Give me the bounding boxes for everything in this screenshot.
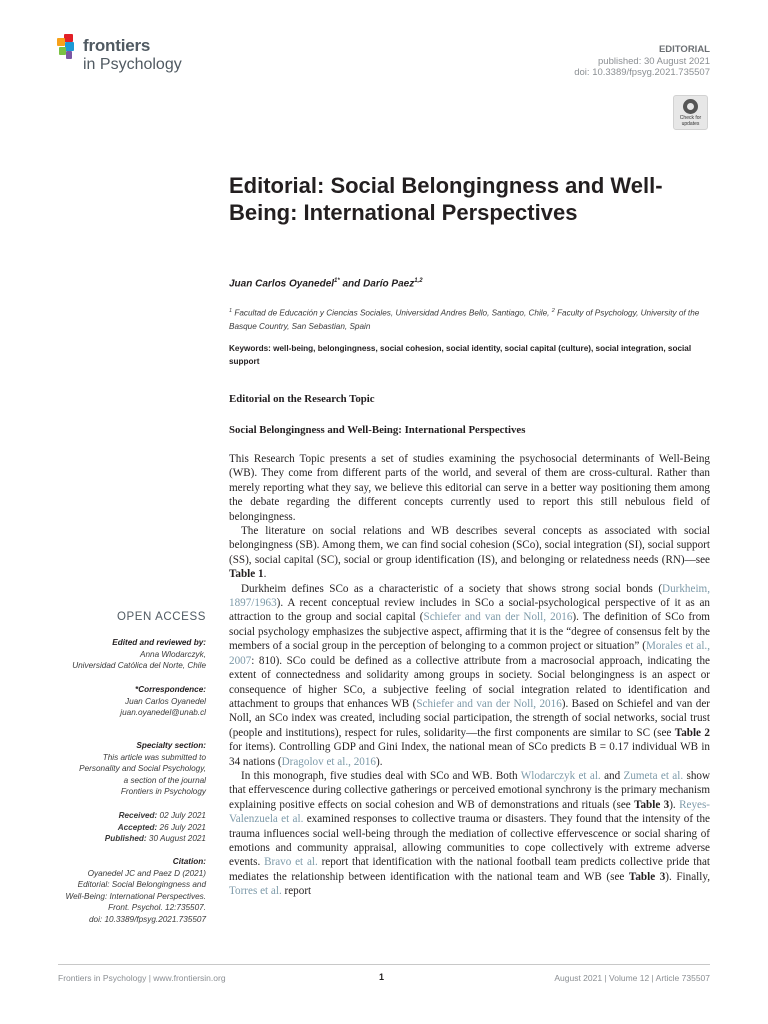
check-for-updates-button[interactable] [673,95,708,130]
open-access-label: OPEN ACCESS [116,611,206,623]
paragraph-4: In this monograph, five studies deal with SCo and WB. Both Wlodarczyk et al. and Zumeta et al. show that effervescence during collective gatherings or perceived emotional synchrony is the primary mechanism explaining positive effects on social cohesion and WB of demonstrations and rituals (see Table 3). Reyes-Valenzuela et al. examined responses to collective trauma or disasters. They found that the intensity of the trauma influences social well-being through the mediation of collective effervescence or social sharing of emotions and community appraisal, allowing communities to cope collectively with extreme adverse events. Bravo et al. report that identification with the national football team predicts collective pride that mediates the relationship between identification with the national team and WB (see Table 3). Finally, Torres et al. report [229,769,711,898]
citation-link[interactable]: Bravo et al. [264,856,318,869]
citation-link[interactable]: Dragolov et al., 2016 [281,755,376,768]
logo-journal-text: in Psychology [83,56,182,73]
received-date: Received: 02 July 2021 [118,811,206,820]
edited-by-label: Edited and reviewed by: [112,638,206,647]
footer-divider [58,964,710,965]
published-date: published: 30 August 2021 [598,55,710,67]
author-1-affiliation-marker: 1* [334,278,340,284]
article-title: Editorial: Social Belongingness and Well-Being: International Perspectives [229,173,663,225]
citation-link[interactable]: Morales et al., 2007 [229,640,710,667]
accepted-date: Accepted: 26 July 2021 [117,822,206,832]
table-2-link[interactable]: Table 2 [674,726,710,739]
citation-doi[interactable]: doi: 10.3389/fpsyg.2021.735507 [89,914,206,924]
frontiers-logo-icon [57,34,79,60]
table-3-link[interactable]: Table 3 [628,870,666,883]
section-heading-topic-title[interactable]: Social Belongingness and Well-Being: International Perspectives [229,424,526,436]
check-for-updates-icon [683,99,698,114]
check-for-updates-label: Check for updates [679,115,702,127]
citation-link[interactable]: Durkheim, 1897/1963 [229,582,710,610]
page-number: 1 [379,972,385,982]
correspondence-label: *Correspondence: [135,685,206,694]
footer-issue-info: August 2021 | Volume 12 | Article 735507 [554,973,710,983]
paragraph-3: Durkheim defines SCo as a characteristic of a society that shows strong social bonds (Durkheim, 1897/1963). A recent conceptual review includes in SCo a social-psychological perspective of it as an attraction to the group and social capital (Schiefer and van der Noll, 2016). The definition of SCo from social psychology emphasizes the subjective aspect, affirming that it is the “degree of consensus felt by the members of a social group in the perception of belonging to a common project or situation” (Morales et al., 2007: 810). SCo could be defined as a collective attribute from a macrosocial approach, indicating the extent of connectedness and solidarity among groups in society. Social belongingness is an aspect or consequence of higher SCo, a subjective feeling of social integration related to identification and attachment to groups that enhances WB (Schiefer and van der Noll, 2016). Based on Schiefel and van der Noll, an SCo index was created, including social participation, the strength of social networks, social trust (people and institutions), respect for rules, solidarity—the first components are similar to SC (see Table 2 for items). Controlling GDP and Gini Index, the national mean of SCo predicts B = 0.17 individual WB in 34 nations (Dragolov et al., 2016). [229,582,711,768]
footer-journal-link[interactable]: Frontiers in Psychology | www.frontiersin.org [58,973,226,983]
citation-link[interactable]: Zumeta et al. [623,769,684,782]
keywords-list: well-being, belongingness, social cohesion, social identity, social capital (culture), social integration, social support [229,344,692,366]
article-doi: doi: 10.3389/fpsyg.2021.735507 [574,67,710,78]
citation-link[interactable]: Wlodarczyk et al. [520,769,601,782]
citation-label: Citation: [172,857,206,866]
logo-frontiers-text: frontiers [83,36,151,55]
sidebar-published-date: Published: 30 August 2021 [104,834,206,844]
citation-link[interactable]: Torres et al. [229,885,282,898]
editor-info [48,637,206,672]
citation-link[interactable]: Schiefer and van der Noll, 2016 [423,611,573,624]
specialty-label: Specialty section: [136,741,206,750]
keywords [229,342,711,368]
specialty-section: Specialty section: This article was submitted to Personality and Social Psychology, a section of the journal Frontiers in Psychology [48,740,206,798]
paragraph-2: The literature on social relations and WB describes several concepts as associated with social belongingness (SB). Among them, we can find social cohesion (SCo), social integration (SI), social support (SS), social capital (SC), social or group identification (IS), and belonging or relatedness needs (RN)—see Table 1. [229,525,710,581]
author-1[interactable]: Juan Carlos Oyanedel [229,278,335,290]
author-2[interactable]: Darío Paez [363,278,415,290]
author-separator: and [339,278,364,290]
keywords-label: Keywords: [229,344,271,353]
table-3-link[interactable]: Table 3 [634,798,670,811]
affiliations: $^1$ Facultad de Educación y Ciencias Sociales, Universidad Andres Bello, Santiago, Chile, $^2$ Faculty of Psychology, University of the Basque Country, San Sebastian, Spain [229,308,700,331]
editor-affiliation: Universidad Católica del Norte, Chile [72,661,206,671]
table-1-link[interactable]: Table 1 [229,568,264,581]
citation-link[interactable]: Schiefer and van der Noll, 2016 [416,697,562,710]
journal-logo[interactable] [57,34,207,82]
section-heading-research-topic: Editorial on the Research Topic [229,393,375,405]
author-2-affiliation-marker: 1,2 [414,278,423,284]
paragraph-1: This Research Topic presents a set of studies examining the psychosocial determinants of Well-Being (WB). They come from different parts of the world, and several of them are cross-cultural. Rather than merely reporting what they say, we believe this editorial can serve in a better way positioning them among the debate regarding the different concepts currently used to report this still nebulous field of belongingness. [229,453,710,523]
article-dates [48,810,206,845]
article-body [229,452,710,899]
correspondence-email[interactable]: juan.oyanedel@unab.cl [120,708,206,718]
correspondence-name: Juan Carlos Oyanedel [124,696,206,706]
author-list [229,278,709,289]
correspondence-info [48,684,206,719]
citation-link[interactable]: Reyes-Valenzuela et al. [229,798,710,826]
article-type: EDITORIAL [658,44,710,55]
article-header-info [574,44,710,79]
citation-info: Citation: Oyanedel JC and Paez D (2021) Editorial: Social Belongingness and Well-Being: International Perspectives. Front. Psychol. 12:735507. doi: 10.3389/fpsyg.2021.735507 [48,856,206,926]
editor-name[interactable]: Anna Wlodarczyk, [140,649,206,659]
